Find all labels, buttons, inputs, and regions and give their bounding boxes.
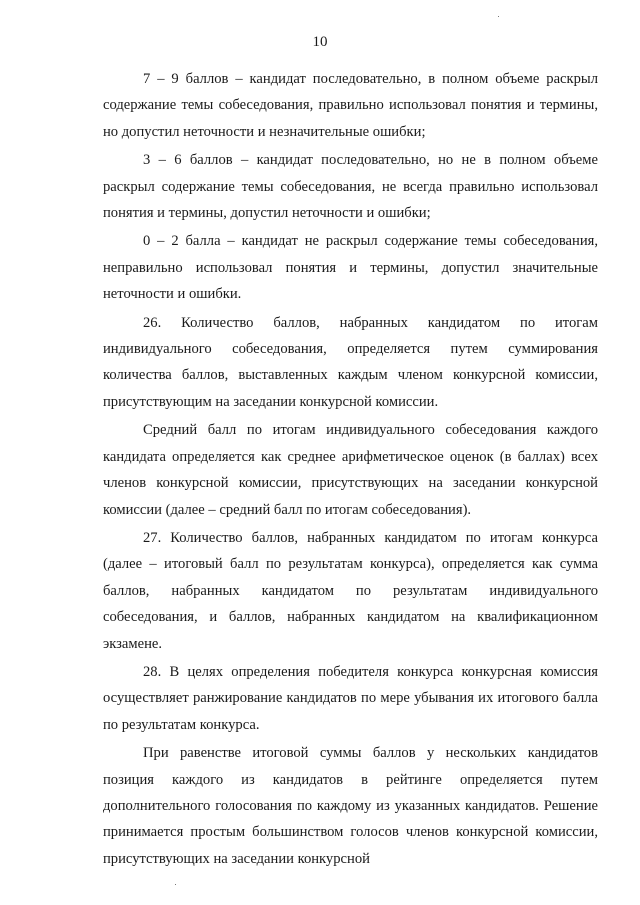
paragraph-average-score: Средний балл по итогам индивидуального собеседования каждого кандидата определяется как среднее арифметическое оценок (в баллах) всех членов конкурсной комиссии, присутствующих на заседании конкурсной комиссии (далее – средний балл по итогам собеседования). — [103, 422, 598, 518]
paragraph-item-26: 26. Количество баллов, набранных кандидатом по итогам индивидуального собеседования, определяется путем суммирования количества баллов, выставленных каждым членом конкурсной комиссии, присутствующим на заседании конкурсной комиссии. — [103, 314, 598, 410]
scan-speck — [498, 16, 499, 17]
paragraph-score-7-9: 7 – 9 баллов – кандидат последовательно, в полном объеме раскрыл содержание темы собеседования, правильно использовал понятия и термины, но допустил неточности и незначительные ошибки; — [103, 71, 598, 140]
paragraph-item-27: 27. Количество баллов, набранных кандидатом по итогам конкурса (далее – итоговый балл по результатам конкурса), определяется как сумма баллов, набранных кандидатом по результатам индивидуального собеседования, и баллов, набранных кандидатом на квалификационном экзамене. — [103, 529, 598, 652]
scan-speck — [175, 884, 176, 885]
paragraph-item-28: 28. В целях определения победителя конкурса конкурсная комиссия осуществляет ранжирование кандидатов по мере убывания их итогового балла по результатам конкурса. — [103, 663, 598, 733]
paragraph-score-3-6: 3 – 6 баллов – кандидат последовательно, но не в полном объеме раскрыл содержание темы собеседования, не всегда правильно использовал понятия и термины, допустил неточности и ошибки; — [103, 152, 598, 222]
paragraph-score-0-2: 0 – 2 балла – кандидат не раскрыл содержание темы собеседования, неправильно использовал понятия и термины, допустил значительные неточности и ошибки. — [103, 233, 598, 303]
document-body — [103, 66, 598, 874]
page-number: 10 — [312, 34, 328, 50]
paragraph-tie-break: При равенстве итоговой суммы баллов у нескольких кандидатов позиция каждого из кандидатов в рейтинге определяется путем дополнительного голосования по каждому из указанных кандидатов. Решение принимается простым большинством голосов членов конкурсной комиссии, присутствующих на заседании конкурсной — [103, 745, 598, 867]
